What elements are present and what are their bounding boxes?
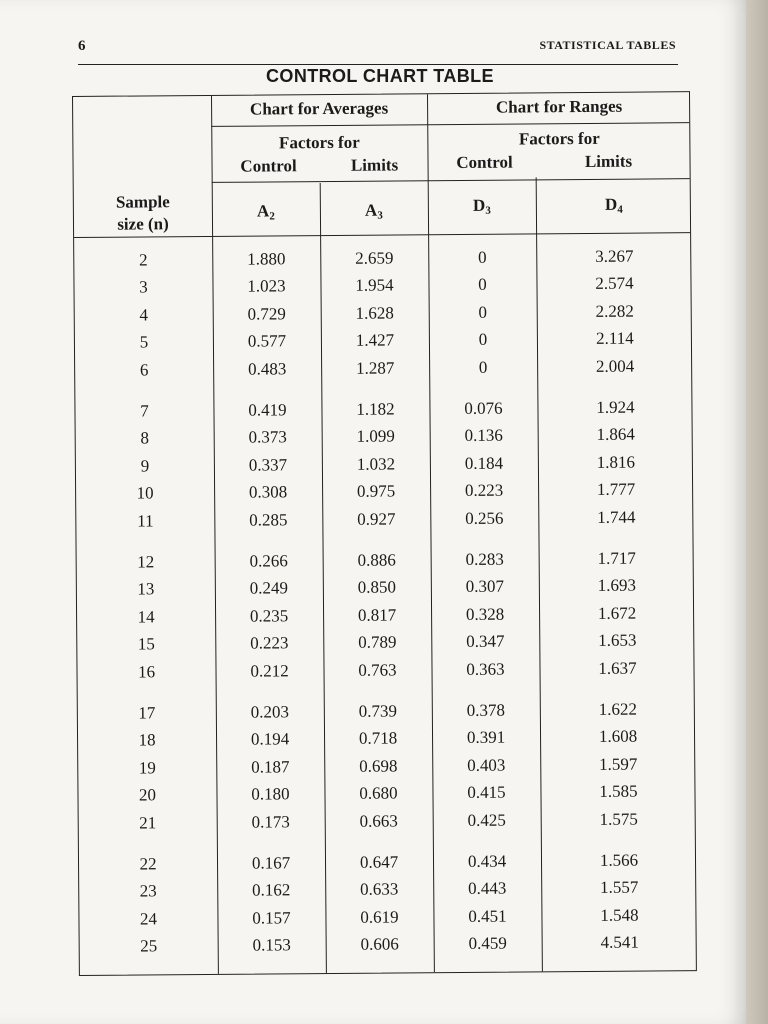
col-a3 [320,200,428,222]
factor-cell: 0.256 [465,508,504,528]
sample-size-cell: 20 [138,785,157,805]
factor-cell: 0.415 [467,782,506,803]
col-a3-subscript: 3 [377,209,383,222]
factor-cell: 1.672 [597,603,637,623]
factor-cell: 0 [477,247,487,267]
factor-cell: 0.577 [247,331,287,351]
factor-cell: 1.880 [247,249,286,269]
factor-cell: 0.483 [247,358,287,379]
sample-size-cell: 24 [139,909,158,929]
averages-control: Control [240,156,297,176]
col-d3 [428,195,536,217]
sample-size-cell: 7 [140,401,149,421]
sample-size-cell: 2 [138,250,148,270]
divider-sample [211,96,219,974]
factor-cell: 1.597 [599,754,638,774]
table-title: CONTROL CHART TABLE [266,66,494,86]
col-a2 [212,201,320,223]
factor-cell: 2.659 [355,248,394,268]
sample-size-cell: 21 [139,812,157,833]
col-a2-letter: A [256,201,270,221]
col-d4 [536,194,692,216]
factor-cell: 1.693 [597,575,637,596]
factor-cell: 2.114 [596,328,634,349]
ranges-factors-for: Factors for [518,128,600,149]
averages-factors-for: Factors for [278,132,360,153]
factor-cell: 0.927 [357,509,396,529]
factor-cell: 1.585 [599,781,638,802]
divider-groups [427,94,435,972]
factor-cell: 0.180 [251,784,290,804]
factor-cell: 0 [478,275,487,295]
factor-cell: 1.427 [355,330,395,350]
factor-cell: 0.283 [465,549,504,569]
factor-cell: 1.864 [596,424,635,445]
sample-size-cell: 5 [139,332,149,352]
factor-cell: 1.954 [355,275,394,296]
factor-cell: 2.282 [595,301,634,321]
factor-cell: 0.459 [468,933,507,954]
header-chart-for-ranges: Chart for Ranges [495,96,623,117]
factor-cell: 4.541 [600,932,639,953]
factor-cell: 0.184 [464,453,504,473]
sample-size-cell: 18 [138,730,156,750]
factor-cell: 0.285 [249,509,288,530]
factor-cell: 1.557 [600,877,639,898]
factor-cell: 0.373 [248,427,287,448]
sample-size-cell: 19 [138,758,156,778]
factor-cell: 1.566 [599,850,639,870]
factor-cell: 0.975 [356,481,396,501]
size-label: size (n) [117,214,169,234]
sample-label: Sample [115,192,170,212]
factor-cell: 1.548 [600,905,639,925]
factor-cell: 0.718 [358,728,398,749]
factor-cell: 0.337 [248,455,288,475]
factor-cell: 2.574 [595,273,634,294]
factor-cell: 0.157 [252,908,291,928]
factor-cell: 0.328 [465,604,505,624]
factor-cell: 0.223 [464,480,504,501]
running-header [78,36,676,58]
sample-size-cell: 16 [137,661,156,682]
factor-cell: 0.739 [358,701,398,721]
col-d4-subscript: 4 [617,203,623,216]
factor-cell: 0.663 [359,811,398,831]
section-title: STATISTICAL TABLES [539,38,676,52]
sample-size-cell: 25 [140,936,158,956]
factor-cell: 1.287 [355,358,395,378]
factor-cell: 0.212 [250,660,289,681]
ranges-limits: Limits [584,151,633,171]
factor-cell: 1.717 [597,548,636,568]
factor-cell: 0.619 [360,907,399,927]
factor-cell: 0.817 [357,605,397,625]
factor-cell: 0.162 [252,880,291,901]
ranges-control: Control [456,152,513,172]
factor-cell: 1.023 [247,276,286,297]
rule-factor-headers [212,178,690,183]
factor-cell: 1.099 [356,426,395,447]
factor-cell: 0.307 [465,577,505,597]
factor-cell: 0.403 [467,755,506,775]
factor-cell: 0.419 [248,400,287,420]
sample-size-cell: 11 [137,510,154,531]
sample-size-cell: 14 [137,607,155,627]
sample-size-cell: 3 [139,277,148,297]
header-rule [78,64,678,65]
factor-cell: 0.249 [249,578,289,599]
factor-cell: 0.308 [248,482,288,502]
factor-cell: 0.391 [466,728,506,748]
factor-cell: 0 [478,357,488,377]
factor-cell: 0 [478,302,488,322]
factor-cell: 1.575 [599,809,638,829]
factor-cell: 0.076 [464,398,503,418]
sample-size-cell: 17 [138,703,156,723]
factor-cell: 0.443 [468,879,507,899]
factor-cell: 0.789 [358,632,397,652]
col-d3-subscript: 3 [485,204,491,217]
sample-size-cell: 22 [139,854,157,874]
control-chart-table [72,91,697,976]
sample-size-cell: 15 [137,634,155,654]
sample-size-cell: 4 [139,305,149,325]
sample-size-cell: 9 [140,456,150,476]
factor-cell: 0 [478,329,488,350]
sample-size-cell: 8 [140,428,150,448]
factor-cell: 0.886 [357,550,396,570]
factor-cell: 0.606 [360,934,399,954]
factor-cell: 3.267 [595,246,634,266]
factor-cell: 0.425 [467,810,506,830]
factor-cell: 1.182 [356,399,395,419]
factor-cell: 0.153 [252,935,291,955]
col-a3-letter: A [364,200,378,220]
factor-cell: 1.777 [596,479,636,500]
factor-cell: 0.347 [466,631,505,652]
factor-cell: 1.744 [597,507,636,527]
sample-size-cell: 10 [136,483,154,503]
factor-cell: 0.363 [466,659,505,679]
rule-group-headers [211,122,689,127]
factor-cell: 0.173 [251,811,290,832]
factor-cell: 0.266 [249,551,288,571]
factor-cell: 1.608 [598,726,638,747]
factor-cell: 0.451 [468,906,507,926]
header-chart-for-averages: Chart for Averages [249,98,389,119]
factor-cell: 0.223 [250,633,289,653]
factor-cell: 0.680 [359,783,398,803]
col-d3-letter: D [472,195,486,215]
factor-cell: 0.136 [464,426,503,446]
factor-cell: 1.622 [598,699,638,719]
averages-limits: Limits [350,155,399,175]
factor-cell: 1.816 [596,452,636,472]
factor-cell: 2.004 [595,356,635,376]
factor-cell: 0.194 [250,729,290,750]
sample-size-cell: 6 [139,360,149,380]
factor-cell: 1.637 [598,658,637,678]
factor-cell: 0.763 [358,660,397,680]
factor-cell: 0.647 [359,852,399,872]
factor-cell: 0.378 [466,700,506,720]
factor-cell: 0.729 [247,304,286,324]
factor-cell: 0.167 [251,853,291,873]
factor-cell: 1.032 [356,454,396,474]
page-number: 6 [78,38,86,54]
factor-cell: 1.924 [596,397,635,417]
factor-cell: 0.698 [359,756,398,776]
page-edge [746,0,768,1024]
factor-cell: 0.187 [251,757,290,777]
col-d4-letter: D [604,194,618,214]
factor-cell: 0.235 [249,606,289,626]
sample-size-cell: 12 [137,552,155,572]
factor-cell: 0.850 [357,577,397,598]
sample-size-cell: 13 [137,579,155,599]
sample-size-cell: 23 [139,881,157,901]
factor-cell: 1.628 [355,303,394,323]
factor-cell: 0.434 [467,851,507,871]
factor-cell: 0.633 [360,879,399,900]
factor-cell: 1.653 [598,630,637,651]
col-a2-subscript: 2 [269,210,275,223]
factor-cell: 0.203 [250,702,290,722]
